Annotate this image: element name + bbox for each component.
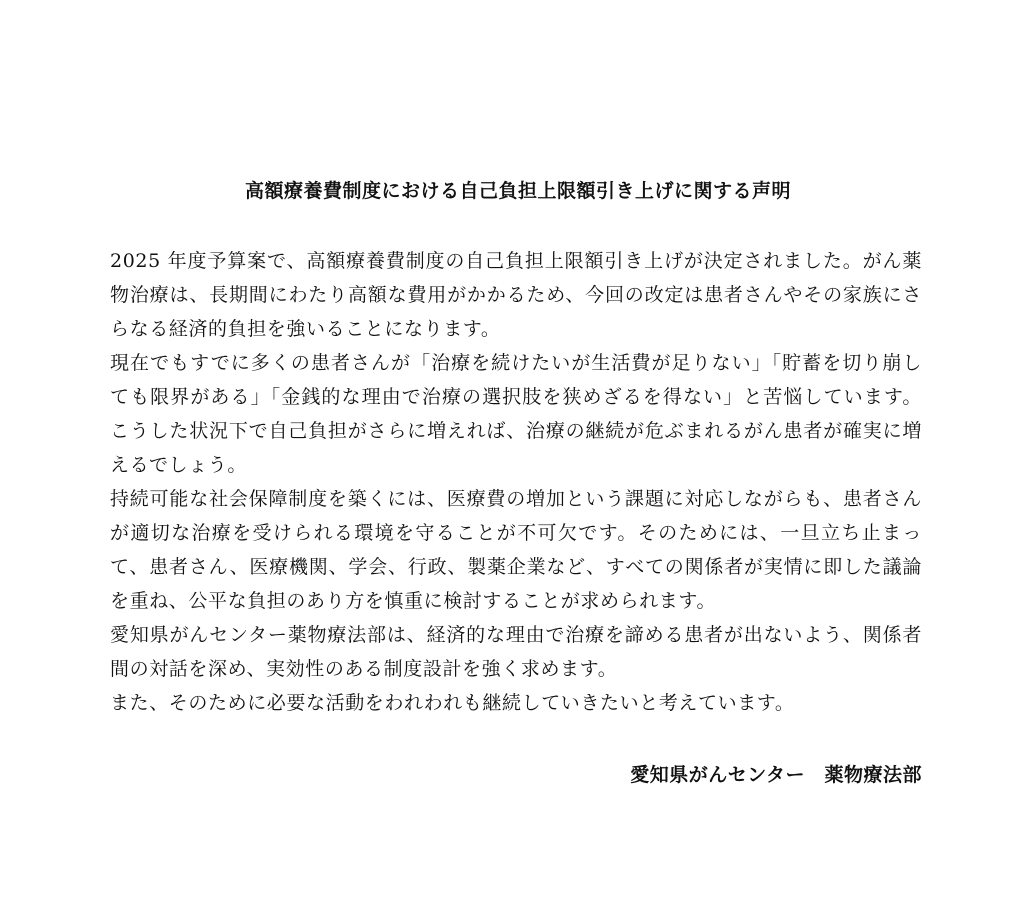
paragraph-2: 現在でもすでに多くの患者さんが「治療を続けたいが生活費が足りない」「貯蓄を切り崩しても限界がある」「金銭的な理由で治療の選択肢を狭めざるを得ない」と苦悩しています。こうした状況下で自己負担がさらに増えれば、治療の継続が危ぶまれるがん患者が確実に増えるでしょう。 [110,352,922,476]
paragraph-3: 持続可能な社会保障制度を築くには、医療費の増加という課題に対応しながらも、患者さんが適切な治療を受けられる環境を守ることが不可欠です。そのためには、一旦立ち止まって、患者さん、医療機関、学会、行政、製薬企業など、すべての関係者が実情に即した議論を重ね、公平な負担のあり方を慎重に検討することが求められます。 [110,488,922,612]
paragraph-4: 愛知県がんセンター薬物療法部は、経済的な理由で治療を諦める患者が出ないよう、関係者間の対話を深め、実効性のある制度設計を強く求めます。 [110,624,922,680]
document-title: 高額療養費制度における自己負担上限額引き上げに関する声明 [244,180,791,202]
paragraph-1: 2025 年度予算案で、高額療養費制度の自己負担上限額引き上げが決定されました。がん薬物治療は、長期間にわたり高額な費用がかかるため、今回の改定は患者さんやその家族にさらなる経済的負担を強いることになります。 [110,250,922,340]
document-body [110,244,922,720]
signature: 愛知県がんセンター 薬物療法部 [630,764,922,786]
paragraph-5: また、そのために必要な活動をわれわれも継続していきたいと考えています。 [110,692,795,714]
